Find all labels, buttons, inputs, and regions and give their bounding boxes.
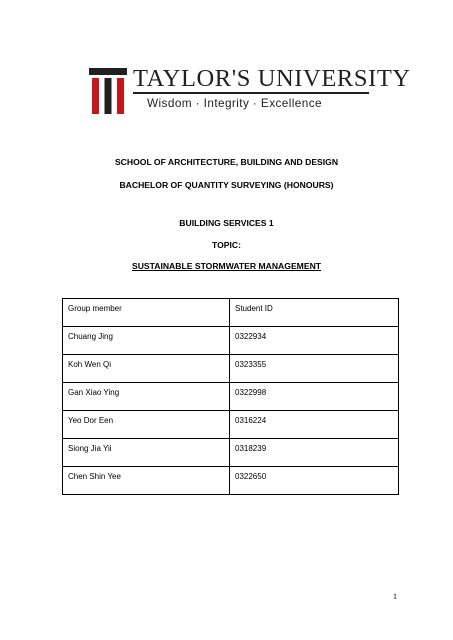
student-id: 0322650 (230, 467, 399, 495)
member-name: Chen Shin Yee (63, 467, 230, 495)
subject-heading: BUILDING SERVICES 1 (179, 218, 274, 228)
student-id: 0323355 (230, 355, 399, 383)
member-name: Gan Xiao Ying (63, 383, 230, 411)
member-name: Chuang Jing (63, 327, 230, 355)
table-row (63, 411, 399, 439)
student-id: 0322934 (230, 327, 399, 355)
logo-divider (133, 92, 369, 94)
page-number: 1 (393, 592, 397, 601)
student-id: 0322998 (230, 383, 399, 411)
member-name: Koh Wen Qi (63, 355, 230, 383)
table-row (63, 355, 399, 383)
topic-title: SUSTAINABLE STORMWATER MANAGEMENT (131, 261, 322, 271)
group-members-table (62, 298, 399, 495)
degree-heading: BACHELOR OF QUANTITY SURVEYING (HONOURS) (119, 180, 334, 190)
table-row (63, 327, 399, 355)
school-heading: SCHOOL OF ARCHITECTURE, BUILDING AND DESIGN (114, 157, 339, 167)
table-row (63, 383, 399, 411)
logo-name: TAYLOR'S UNIVERSITY (133, 65, 411, 92)
table-row (63, 439, 399, 467)
header-group-member: Group member (63, 299, 230, 327)
member-name: Yeo Dor Een (63, 411, 230, 439)
student-id: 0318239 (230, 439, 399, 467)
logo-tagline: Wisdom · Integrity · Excellence (147, 96, 322, 110)
topic-label: TOPIC: (212, 240, 241, 250)
table-header-row (63, 299, 399, 327)
taylors-crest-icon (89, 66, 127, 116)
table-row (63, 467, 399, 495)
student-id: 0316224 (230, 411, 399, 439)
header-student-id: Student ID (230, 299, 399, 327)
member-name: Siong Jia Yii (63, 439, 230, 467)
university-logo (89, 65, 411, 116)
